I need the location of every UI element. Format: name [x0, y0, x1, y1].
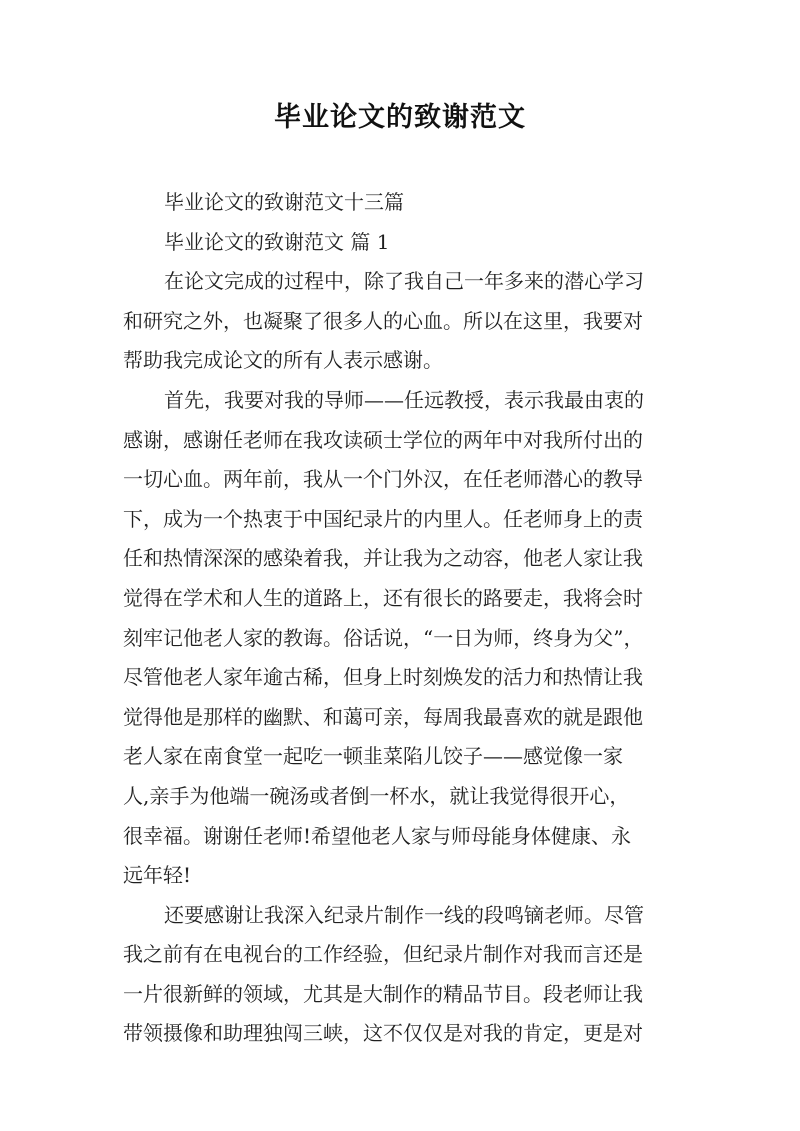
document-body — [123, 183, 681, 1054]
paragraph-line: 很幸福。谢谢任老师!希望他老人家与师母能身体健康、永 — [123, 823, 632, 848]
paragraph-line: 还要感谢让我深入纪录片制作一线的段鸣镝老师。尽管 — [164, 902, 644, 927]
paragraph-line: 一切心血。两年前，我从一个门外汉，在任老师潜心的教导 — [123, 467, 643, 492]
paragraph-line: 觉得他是那样的幽默、和蔼可亲，每周我最喜欢的就是跟他 — [123, 704, 643, 729]
paragraph-line: 尽管他老人家年逾古稀，但身上时刻焕发的活力和热情让我 — [123, 665, 643, 690]
paragraph-line: 感谢，感谢任老师在我攻读硕士学位的两年中对我所付出的 — [123, 427, 643, 452]
paragraph-line: 帮助我完成论文的所有人表示感谢。 — [123, 348, 443, 373]
paragraph-line: 带领摄像和助理独闯三峡，这不仅仅是对我的肯定，更是对 — [123, 1021, 643, 1046]
paragraph-line: 在论文完成的过程中，除了我自己一年多来的潜心学习 — [164, 269, 644, 294]
paragraph-line: 下，成为一个热衷于中国纪录片的内里人。任老师身上的责 — [123, 506, 643, 531]
paragraph-line: 老人家在南食堂一起吃一顿韭菜陷儿饺子——感觉像一家 — [123, 744, 623, 769]
document-title: 毕业论文的致谢范文 — [274, 102, 526, 133]
paragraph-line: 刻牢记他老人家的教诲。俗话说，“一日为师，终身为父”， — [123, 625, 644, 650]
paragraph-line: 任和热情深深的感染着我，并让我为之动容，他老人家让我 — [123, 546, 643, 571]
paragraph-line: 人,亲手为他端一碗汤或者倒一杯水，就让我觉得很开心， — [123, 783, 630, 808]
paragraph-line: 一片很新鲜的领域，尤其是大制作的精品节目。段老师让我 — [123, 981, 643, 1006]
paragraph-line: 首先，我要对我的导师——任远教授，表示我最由衷的 — [164, 387, 644, 412]
paragraph-line: 觉得在学术和人生的道路上，还有很长的路要走，我将会时 — [123, 585, 643, 610]
paragraph-line: 和研究之外，也凝聚了很多人的心血。所以在这里，我要对 — [123, 308, 643, 333]
paragraph-line: 我之前有在电视台的工作经验，但纪录片制作对我而言还是 — [123, 942, 643, 967]
section-heading: 毕业论文的致谢范文 篇 1 — [164, 229, 390, 254]
subtitle-line: 毕业论文的致谢范文十三篇 — [164, 190, 404, 214]
paragraph-line: 远年轻! — [123, 863, 192, 888]
